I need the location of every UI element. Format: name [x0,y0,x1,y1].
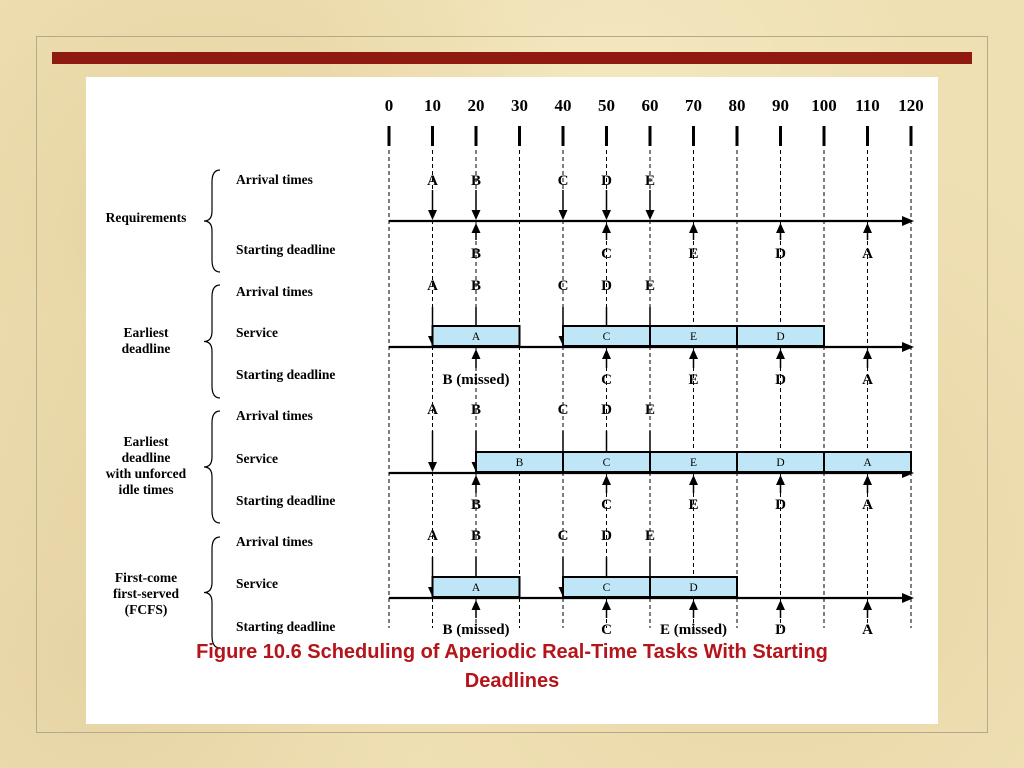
requirements-arrival-A: A [427,173,438,189]
fcfs-label-line-2: (FCFS) [124,602,168,617]
earliest-deadline-label-line-1: deadline [121,341,171,356]
fcfs-arrival-A: A [427,528,438,544]
fcfs-deadline-arrow-2-head [689,600,698,610]
requirements-deadline-arrow-C-head [602,223,611,233]
fcfs-deadline-3: D [775,622,786,638]
earliest-deadline-arrival-E: E [644,278,656,294]
requirements-deadline-B: B [470,246,482,262]
earliest-deadline-unforced-idle-brace [204,411,220,523]
earliest-deadline-unforced-idle-deadline-arrow-0-head [472,475,481,485]
figure-caption [0,638,1024,696]
tick-label-10: 10 [424,96,441,115]
requirements-label-line-0: Requirements [105,210,187,225]
earliest-deadline-deadline-arrow-4-head [863,349,872,359]
earliest-deadline-unforced-idle-service-label-C: C [602,457,611,469]
tick-label-120: 120 [898,96,924,115]
earliest-deadline-unforced-idle-service-label-E: E [689,457,698,469]
earliest-deadline-unforced-idle-service-label-D: D [776,457,785,469]
earliest-deadline-unforced-idle-arrival-arrow-A-head [428,462,437,472]
earliest-deadline-unforced-idle-deadline-arrow-3-head [776,475,785,485]
tick-label-40: 40 [554,96,572,115]
earliest-deadline-deadline-3: D [775,372,786,388]
fcfs-label-line-1: first-served [113,586,179,601]
earliest-deadline-unforced-idle-deadline-arrow-1-head [602,475,611,485]
earliest-deadline-deadline-arrow-0-head [472,349,481,359]
fcfs-arrival-B: B [470,528,482,544]
requirements-arrival-E: E [644,173,656,189]
earliest-deadline-service-label-D: D [776,331,785,343]
earliest-deadline-unforced-idle-label-line-2: with unforced [105,466,187,481]
tick-label-110: 110 [855,96,880,115]
fcfs-deadline-2: E (missed) [659,622,728,638]
requirements-deadline-D: D [775,246,786,262]
earliest-deadline-unforced-idle-service-label-A: A [863,457,872,469]
earliest-deadline-deadline-arrow-3-head [776,349,785,359]
requirements-arrival-D: D [601,173,612,189]
earliest-deadline-unforced-idle-service-label-B: B [515,457,524,469]
earliest-deadline-service-label-A: A [471,331,481,343]
earliest-deadline-unforced-idle-arrival-C: C [557,402,569,418]
earliest-deadline-unforced-idle-service-label: Service [236,451,278,466]
fcfs-arrival-C: C [557,528,569,544]
tick-label-0: 0 [384,96,394,115]
fcfs-deadline-arrow-3-head [776,600,785,610]
fcfs-arrival-D: D [601,528,612,544]
fcfs-deadline-1: C [601,622,612,638]
earliest-deadline-deadline-2: E [688,372,699,388]
earliest-deadline-arrival-A: A [427,278,438,294]
requirements-deadline-E: E [688,246,699,262]
tick-label-30: 30 [511,96,528,115]
requirements-arrival-arrow-D-head [602,210,611,220]
fcfs-deadline-arrow-1-head [602,600,611,610]
requirements-deadline-A: A [862,246,873,262]
earliest-deadline-unforced-idle-deadline-label: Starting deadline [236,493,336,508]
requirements-arrival-arrow-C-head [559,210,568,220]
earliest-deadline-deadline-label: Starting deadline [236,367,336,382]
tick-label-50: 50 [598,96,615,115]
earliest-deadline-arrival-C: C [557,278,569,294]
requirements-deadline-arrow-D-head [776,223,785,233]
earliest-deadline-unforced-idle-deadline-2: E [688,497,699,513]
fcfs-service-label: Service [236,576,278,591]
earliest-deadline-unforced-idle-arrival-E: E [644,402,656,418]
earliest-deadline-unforced-idle-deadline-3: D [775,497,786,513]
fcfs-deadline-4: A [862,622,873,638]
tick-label-70: 70 [685,96,702,115]
requirements-deadline-arrow-A-head [863,223,872,233]
requirements-arrival-C: C [557,173,569,189]
earliest-deadline-unforced-idle-deadline-arrow-2-head [689,475,698,485]
earliest-deadline-service-label-C: C [602,331,611,343]
fcfs-deadline-arrow-4-head [863,600,872,610]
fcfs-arrival-label: Arrival times [236,534,313,549]
earliest-deadline-unforced-idle-deadline-0: B [470,497,482,513]
caption-line-1: Figure 10.6 Scheduling of Aperiodic Real-Time Tasks With Starting [196,641,828,663]
fcfs-deadline-label: Starting deadline [236,619,336,634]
requirements-arrival-B: B [470,173,482,189]
earliest-deadline-arrival-label: Arrival times [236,284,313,299]
requirements-axis-arrowhead [902,216,914,226]
tick-label-80: 80 [728,96,746,115]
tick-label-60: 60 [641,96,659,115]
fcfs-service-label-A: A [471,582,481,594]
fcfs-arrival-E: E [644,528,656,544]
requirements-deadline-arrow-E-head [689,223,698,233]
requirements-deadline-C: C [601,246,612,262]
requirements-brace [204,170,220,272]
earliest-deadline-unforced-idle-label-line-3: idle times [118,482,174,497]
earliest-deadline-arrival-D: D [601,278,612,294]
earliest-deadline-unforced-idle-arrival-D: D [601,402,612,418]
fcfs-deadline-arrow-0-head [472,600,481,610]
fcfs-axis-arrowhead [902,593,914,603]
earliest-deadline-unforced-idle-deadline-1: C [601,497,612,513]
requirements-deadline-label: Starting deadline [236,242,336,257]
fcfs-label-line-0: First-come [114,570,178,585]
requirements-arrival-arrow-B-head [472,210,481,220]
earliest-deadline-deadline-1: C [601,372,612,388]
earliest-deadline-unforced-idle-arrival-B: B [470,402,482,418]
earliest-deadline-axis-arrowhead [902,342,914,352]
earliest-deadline-unforced-idle-arrival-label: Arrival times [236,408,313,423]
earliest-deadline-deadline-4: A [862,372,873,388]
fcfs-service-label-D: D [689,582,698,594]
caption-line-2: Deadlines [464,670,560,692]
tick-label-20: 20 [467,96,485,115]
tick-label-90: 90 [772,96,789,115]
earliest-deadline-unforced-idle-label-line-0: Earliest [123,434,169,449]
earliest-deadline-service-label: Service [236,325,278,340]
earliest-deadline-service-label-E: E [689,331,698,343]
earliest-deadline-arrival-B: B [470,278,482,294]
earliest-deadline-unforced-idle-deadline-arrow-4-head [863,475,872,485]
earliest-deadline-unforced-idle-arrival-A: A [427,402,438,418]
earliest-deadline-deadline-arrow-1-head [602,349,611,359]
requirements-arrival-label: Arrival times [236,172,313,187]
earliest-deadline-deadline-arrow-2-head [689,349,698,359]
fcfs-service-label-C: C [602,582,611,594]
requirements-deadline-arrow-B-head [472,223,481,233]
requirements-arrival-arrow-A-head [428,210,437,220]
fcfs-brace [204,537,220,648]
fcfs-deadline-0: B (missed) [442,622,510,638]
earliest-deadline-unforced-idle-deadline-4: A [862,497,873,513]
tick-label-100: 100 [811,96,837,115]
earliest-deadline-brace [204,285,220,398]
requirements-arrival-arrow-E-head [646,210,655,220]
earliest-deadline-unforced-idle-label-line-1: deadline [121,450,171,465]
earliest-deadline-label-line-0: Earliest [123,325,169,340]
earliest-deadline-deadline-0: B (missed) [442,372,510,388]
